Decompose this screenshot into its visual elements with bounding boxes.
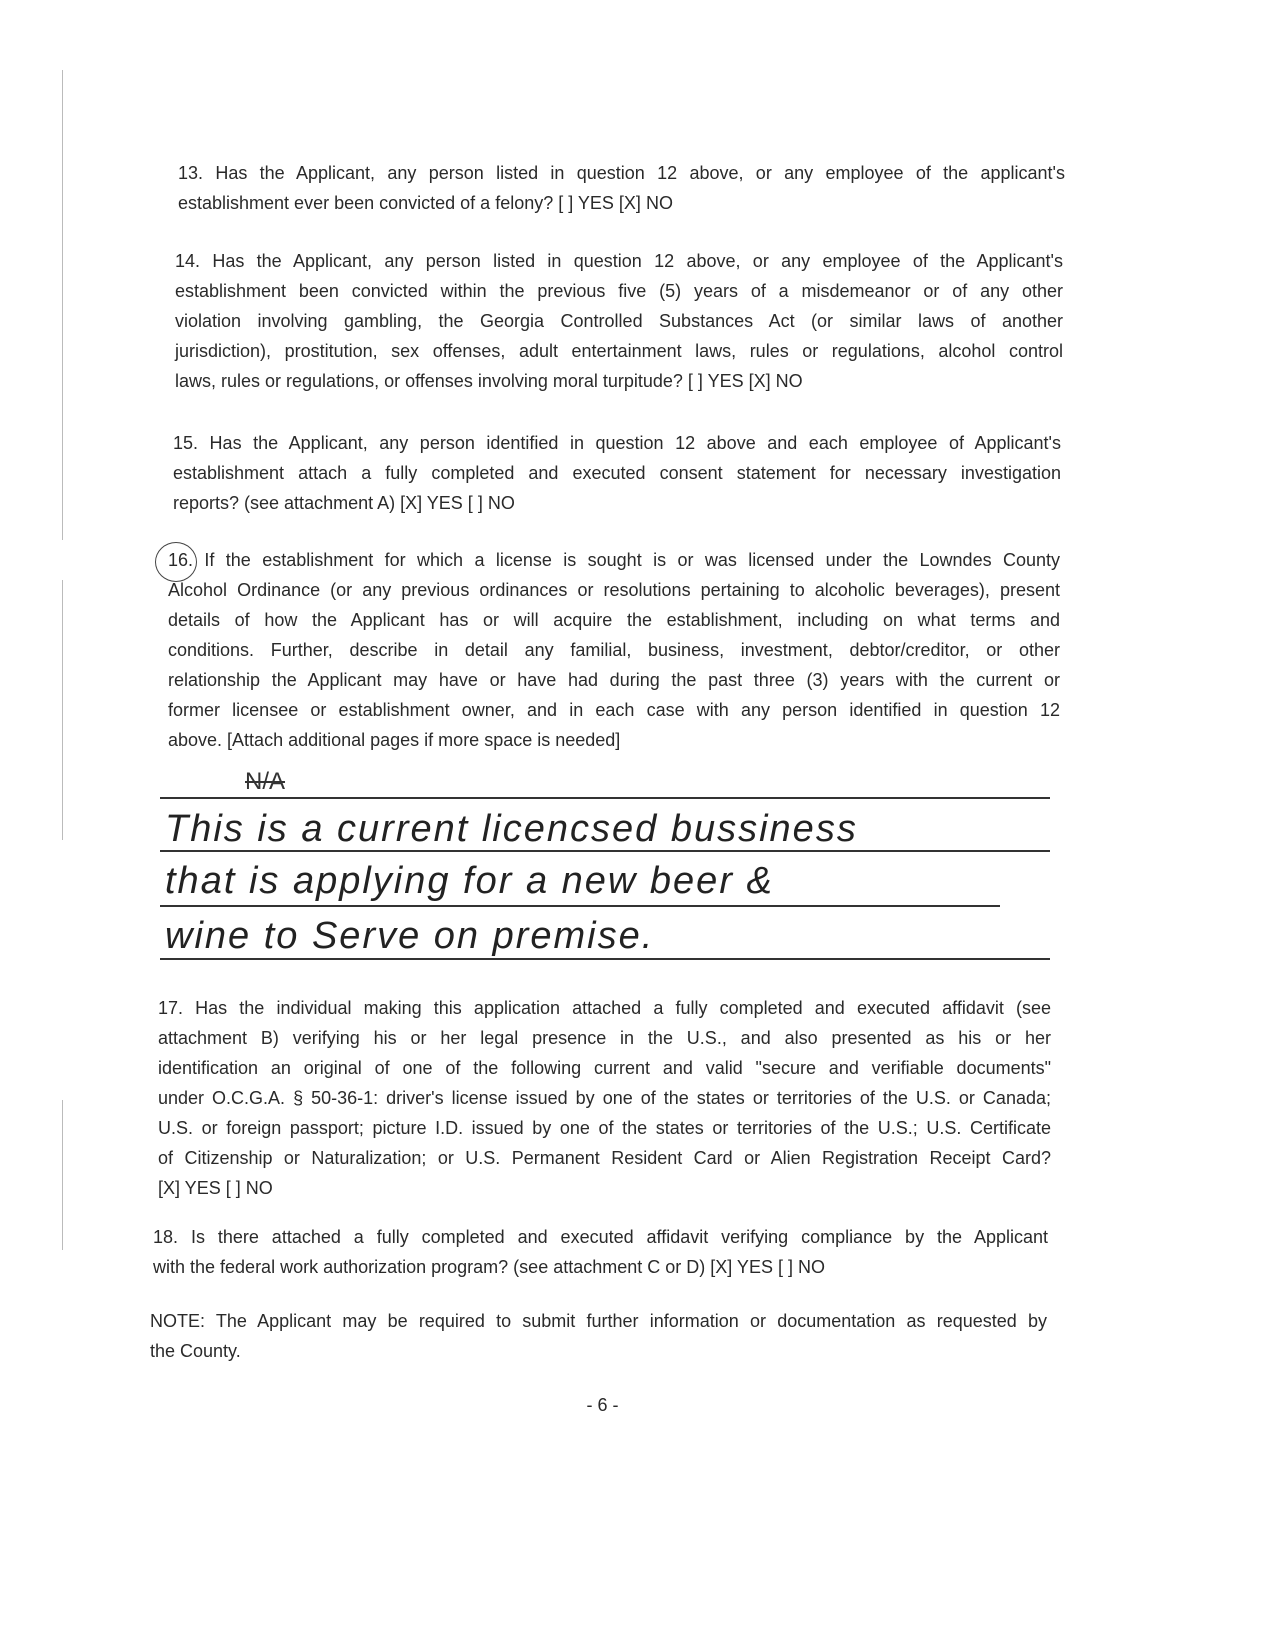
line: 15. Has the Applicant, any person identified in question 12 above and each employee of Applicant's (173, 433, 1061, 453)
line: 14. Has the Applicant, any person listed in question 12 above, or any employee of the Applicant's (175, 251, 1063, 271)
line: former licensee or establishment owner, and in each case with any person identified in question 12 (168, 700, 1060, 720)
line: reports? (see attachment A) [X] YES [ ] NO (173, 493, 515, 513)
line: with the federal work authorization program? (see attachment C or D) [X] YES [ ] NO (153, 1257, 825, 1277)
question-15 (173, 428, 1061, 518)
line: jurisdiction), prostitution, sex offenses, adult entertainment laws, rules or regulations, alcohol control (175, 341, 1063, 361)
line: of Citizenship or Naturalization; or U.S. Permanent Resident Card or Alien Registration Receipt Card? (158, 1148, 1051, 1168)
answer-rule (160, 905, 1000, 907)
note (150, 1306, 1047, 1366)
line: the County. (150, 1341, 241, 1361)
question-16 (168, 545, 1060, 755)
question-13 (178, 158, 1065, 218)
line: 16. If the establishment for which a license is sought is or was licensed under the Lowndes County (168, 550, 1060, 570)
line: laws, rules or regulations, or offenses involving moral turpitude? [ ] YES [X] NO (175, 371, 803, 391)
line: relationship the Applicant may have or have had during the past three (3) years with the current or (168, 670, 1060, 690)
handwritten-line: This is a current licencsed bussiness (165, 808, 858, 850)
line: establishment attach a fully completed and executed consent statement for necessary investigation (173, 463, 1061, 483)
line: Alcohol Ordinance (or any previous ordinances or resolutions pertaining to alcoholic beverages), present (168, 580, 1060, 600)
line: 18. Is there attached a fully completed and executed affidavit verifying compliance by the Applicant (153, 1227, 1048, 1247)
question-17 (158, 993, 1051, 1203)
line: NOTE: The Applicant may be required to submit further information or documentation as requested by (150, 1311, 1047, 1331)
answer-rule (160, 797, 1050, 799)
line: establishment ever been convicted of a felony? [ ] YES [X] NO (178, 193, 673, 213)
line: details of how the Applicant has or will acquire the establishment, including on what terms and (168, 610, 1060, 630)
page-number: - 6 - (586, 1395, 619, 1415)
question-14 (175, 246, 1063, 396)
line: 17. Has the individual making this application attached a fully completed and executed affidavit (see (158, 998, 1051, 1018)
line: U.S. or foreign passport; picture I.D. issued by one of the states or territories of the U.S.; U.S. Certificate (158, 1118, 1051, 1138)
line: under O.C.G.A. § 50-36-1: driver's license issued by one of the states or territories of the U.S. or Canada; (158, 1088, 1051, 1108)
question-18 (153, 1222, 1048, 1282)
line: attachment B) verifying his or her legal presence in the U.S., and also presented as his or her (158, 1028, 1051, 1048)
handwritten-line: that is applying for a new beer & (165, 860, 774, 902)
answer-rule (160, 958, 1050, 960)
answer-rule (160, 850, 1050, 852)
line: violation involving gambling, the Georgia Controlled Substances Act (or similar laws of another (175, 311, 1063, 331)
line: 13. Has the Applicant, any person listed in question 12 above, or any employee of the applicant's (178, 163, 1065, 183)
line: [X] YES [ ] NO (158, 1178, 273, 1198)
line: above. [Attach additional pages if more space is needed] (168, 730, 621, 750)
struck-handwriting: N/A (245, 768, 286, 795)
line: conditions. Further, describe in detail any familial, business, investment, debtor/creditor, or other (168, 640, 1060, 660)
line: identification an original of one of the following current and valid "secure and verifiable documents" (158, 1058, 1051, 1078)
line: establishment been convicted within the previous five (5) years of a misdemeanor or of any other (175, 281, 1063, 301)
handwritten-line: wine to Serve on premise. (165, 915, 655, 957)
